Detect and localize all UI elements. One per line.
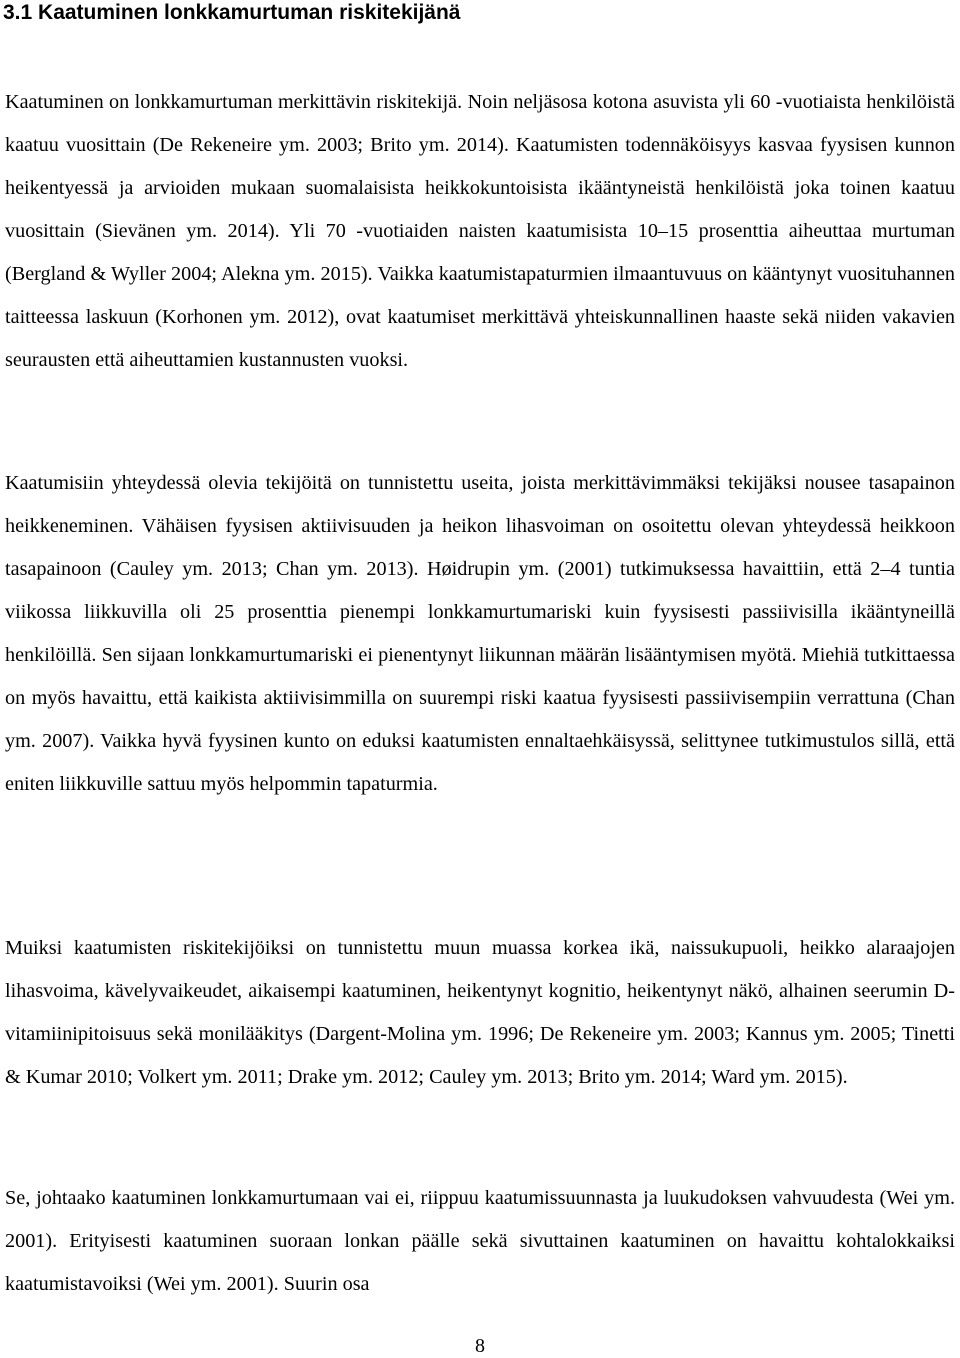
- paragraph-2: Kaatumisiin yhteydessä olevia tekijöitä on tunnistettu useita, joista merkittävimmäksi tekijäksi nousee tasapainon heikkeneminen. Vähäisen fyysisen aktiivisuuden ja heikon lihasvoiman on osoitettu olevan yhteydessä heikkoon tasapainoon (Cauley ym. 2013; Chan ym. 2013). Høidrupin ym. (2001) tutkimuksessa havaittiin, että 2–4 tuntia viikossa liikkuvilla oli 25 prosenttia pienempi lonkkamurtumariski kuin fyysisesti passiivisilla ikääntyneillä henkilöillä. Sen sijaan lonkkamurtumariski ei pienentynyt liikunnan määrän lisääntymisen myötä. Miehiä tutkittaessa on myös havaittu, että kaikista aktiivisimmilla on suurempi riski kaatua fyysisesti passiivisempiin verrattuna (Chan ym. 2007). Vaikka hyvä fyysinen kunto on eduksi kaatumisten ennaltaehkäisyssä, selittynee tutkimustulos sillä, että eniten liikkuville sattuu myös helpommin tapaturmia.: [5, 472, 955, 795]
- page-number: 8: [475, 1335, 485, 1357]
- section-heading: 3.1 Kaatuminen lonkkamurtuman riskitekijänä: [3, 1, 461, 24]
- paragraph-3: Muiksi kaatumisten riskitekijöiksi on tunnistettu muun muassa korkea ikä, naissukupuoli, heikko alaraajojen lihasvoima, kävelyvaikeudet, aikaisempi kaatuminen, heikentynyt kognitio, heikentynyt näkö, alhainen seerumin D-vitamiinipitoisuus sekä monilääkitys (Dargent-Molina ym. 1996; De Rekeneire ym. 2003; Kannus ym. 2005; Tinetti & Kumar 2010; Volkert ym. 2011; Drake ym. 2012; Cauley ym. 2013; Brito ym. 2014; Ward ym. 2015).: [5, 937, 955, 1088]
- paragraph-1: Kaatuminen on lonkkamurtuman merkittävin riskitekijä. Noin neljäsosa kotona asuvista yli 60 -vuotiaista henkilöistä kaatuu vuosittain (De Rekeneire ym. 2003; Brito ym. 2014). Kaatumisten todennäköisyys kasvaa fyysisen kunnon heikentyessä ja arvioiden mukaan suomalaisista heikkokuntoisista ikääntyneistä henkilöistä joka toinen kaatuu vuosittain (Sievänen ym. 2014). Yli 70 -vuotiaiden naisten kaatumisista 10–15 prosenttia aiheuttaa murtuman (Bergland & Wyller 2004; Alekna ym. 2015). Vaikka kaatumistapaturmien ilmaantuvuus on kääntynyt vuosituhannen taitteessa laskuun (Korhonen ym. 2012), ovat kaatumiset merkittävä yhteiskunnallinen haaste sekä niiden vakavien seurausten että aiheuttamien kustannusten vuoksi.: [5, 91, 955, 371]
- paragraph-4: Se, johtaako kaatuminen lonkkamurtumaan vai ei, riippuu kaatumissuunnasta ja luukudoksen vahvuudesta (Wei ym. 2001). Erityisesti kaatuminen suoraan lonkan päälle sekä sivuttainen kaatuminen on havaittu kohtalokkaiksi kaatumistavoiksi (Wei ym. 2001). Suurin osa: [5, 1187, 955, 1295]
